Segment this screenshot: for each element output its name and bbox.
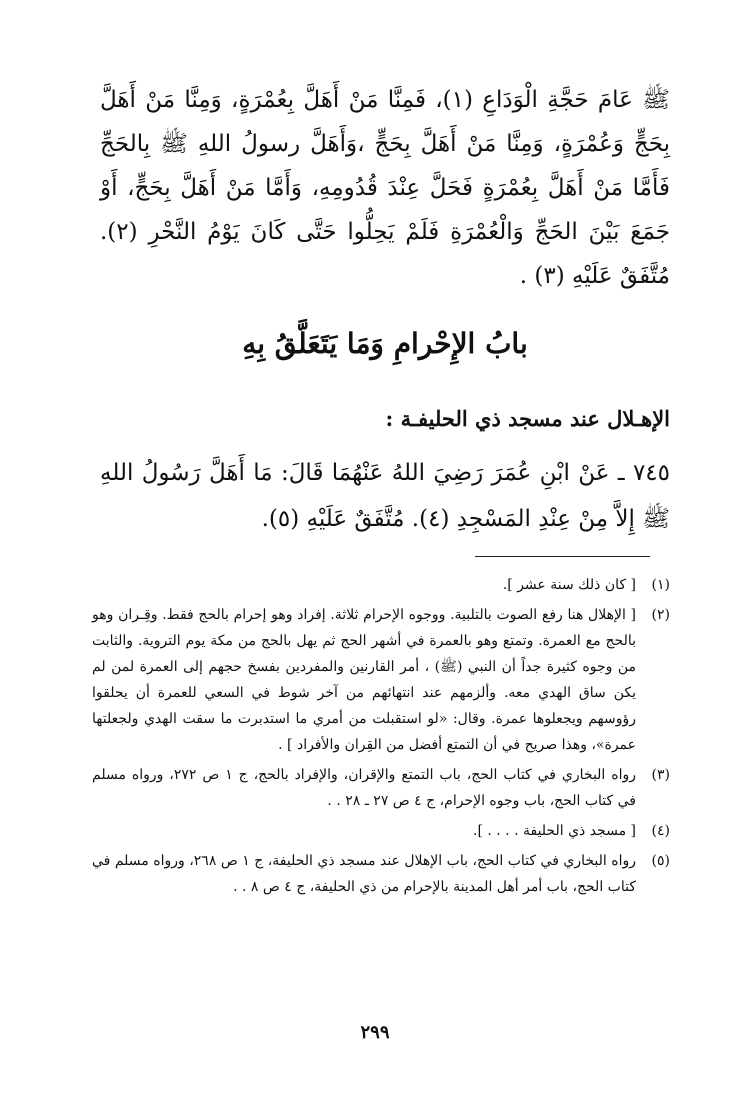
body-paragraph: ﷺ عَامَ حَجَّةِ الْوَدَاعِ (١)، فَمِنَّا مَنْ أَهَلَّ بِعُمْرَةٍ، وَمِنَّا مَنْ أَهَلَّ بِحَجٍّ وَعُمْرَةٍ، وَمِنَّا مَنْ أَهَلَّ بِحَجٍّ ،وَأَهَلَّ رسولُ اللهِ ﷺ بِالحَجِّ فَأَمَّا مَنْ أَهَلَّ بِعُمْرَةٍ فَحَلَّ عِنْدَ قُدُومِهِ، وَأَمَّا مَنْ أَهَلَّ بِحَجٍّ، أَوْ جَمَعَ بَيْنَ الحَجِّ وَالْعُمْرَةِ فَلَمْ يَحِلُّوا حَتَّى كَانَ يَوْمُ النَّحْرِ (٢). مُتَّفَقٌ عَلَيْهِ (٣) . <box>100 87 670 289</box>
section-title: الإهـلال عند مسجد ذي الحليفـة : <box>385 406 670 431</box>
footnote-number: (٤) <box>651 823 670 839</box>
footnote-text: [ الإهلال هنا رفع الصوت بالتلبية. ووجوه الإحرام ثلاثة. إفراد وهو إحرام بالحج فقط. وقِـران وهو بالحج مع العمرة. وتمتع وهو بالعمرة في أشهر الحج ثم يهل بالحج من مكة يوم التروية. والثابت من وجوه كثيرة جداً أن النبي (ﷺ) ، أمر القارنين والمفردين بفسخ حجهم إلى العمرة لمن لم يكن ساق الهدي معه. وألزمهم عند انتهائهم من آخر شوط في السعي للعمرة أن يحلقوا رؤوسهم ويجعلوها عمرة. وقال: «لو استقبلت من أمري ما استدبرت ما سقت الهدي ولجعلتها عمرة»، وهذا صريح في أن التمتع أفضل من القِران والأفراد ] . <box>92 607 636 753</box>
footnote-text: [ كان ذلك سنة عشر ]. <box>502 577 636 593</box>
footnote-text: رواه البخاري في كتاب الحج، باب الإهلال عند مسجد ذي الحليفة، ج ١ ص ٢٦٨، ورواه مسلم في كتاب الحج، باب أمر أهل المدينة بالإحرام من ذي الحليفة، ج ٤ ص ٨ . . <box>92 853 636 895</box>
footnote-number: (١) <box>651 577 670 593</box>
chapter-title: بابُ الإِحْرامِ وَمَا يَتَعَلَّقُ بِهِ <box>242 327 528 360</box>
footnote-2 <box>92 602 670 758</box>
footnote-number: (٥) <box>651 853 670 869</box>
footnote-text: [ مسجد ذي الحليفة . . . . ]. <box>473 823 636 839</box>
footnotes <box>92 572 670 904</box>
footnote-1 <box>92 572 670 598</box>
footnote-number: (٢) <box>651 607 670 623</box>
footnote-text: رواه البخاري في كتاب الحج، باب التمتع والإقران، والإفراد بالحج، ج ١ ص ٢٧٢، ورواه مسلم في كتاب الحج، باب وجوه الإحرام، ج ٤ ص ٢٧ ـ ٢٨ . . <box>92 767 636 809</box>
hadith-text: ٧٤٥ ـ عَنْ ابْنِ عُمَرَ رَضِيَ اللهُ عَنْهُمَا قَالَ: مَا أَهَلَّ رَسُولُ اللهِ ﷺ إِلاَّ مِنْ عِنْدِ المَسْجِدِ (٤). مُتَّفَقٌ عَلَيْهِ (٥). <box>100 460 670 532</box>
footnote-3 <box>92 762 670 814</box>
page-number: ٢٩٩ <box>360 1022 390 1043</box>
footnote-number: (٣) <box>651 767 670 783</box>
footnote-5 <box>92 848 670 900</box>
footnote-4 <box>92 818 670 844</box>
footnote-divider <box>475 556 650 557</box>
